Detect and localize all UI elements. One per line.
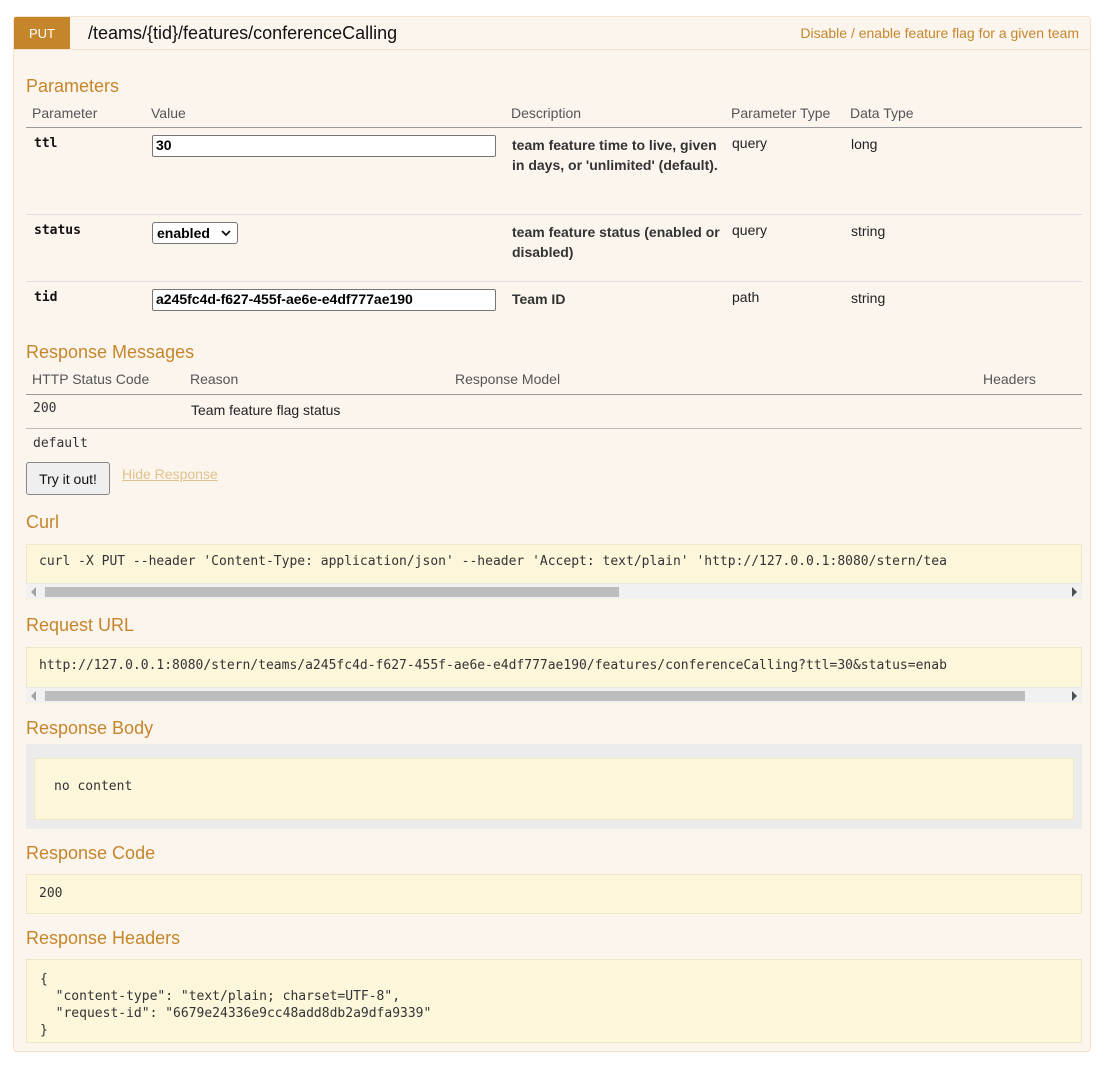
response-body-content: no content [34,758,1074,820]
curl-scrollbar[interactable] [26,583,1082,599]
param-type-ttl: query [732,135,768,151]
chevron-down-icon [220,227,232,239]
responses-header-rule [26,394,1082,395]
status-select-value: enabled [157,225,210,241]
row-divider [26,428,1082,429]
param-description-status: team feature status (enabled or disabled) [512,224,720,260]
data-type-status: string [851,223,886,239]
param-type-tid: path [732,289,760,305]
scroll-left-icon[interactable] [31,691,36,701]
param-name-status: status [34,223,81,238]
endpoint-path[interactable]: /teams/{tid}/features/conferenceCalling [88,23,398,43]
response-reason-200: Team feature flag status [191,402,341,418]
ttl-input[interactable]: 30 [152,135,496,157]
param-name-ttl: ttl [34,136,58,151]
response-code-200: 200 [33,401,57,416]
param-name-tid: tid [34,290,58,305]
response-body-container [26,744,1082,829]
request-url-heading: Request URL [26,615,135,635]
param-description-tid: Team ID [512,291,566,307]
response-code-value: 200 [26,874,1082,914]
tid-input[interactable]: a245fc4d-f627-455f-ae6e-e4df777ae190 [152,289,496,311]
operation-panel [13,16,1091,1052]
scroll-right-icon[interactable] [1072,587,1077,597]
data-type-ttl: long [851,136,878,152]
try-it-out-button[interactable]: Try it out! [26,462,110,495]
curl-scroll-thumb[interactable] [45,587,619,597]
col-reason: Reason [190,371,239,387]
hide-response-link[interactable]: Hide Response [122,466,218,482]
http-method-badge[interactable]: PUT [14,17,70,49]
data-type-tid: string [851,290,886,306]
response-code-default: default [33,436,88,451]
col-parameter-type: Parameter Type [731,105,831,121]
response-headers-heading: Response Headers [26,928,181,948]
scroll-right-icon[interactable] [1072,691,1077,701]
row-divider [26,281,1082,282]
curl-command[interactable]: curl -X PUT --header 'Content-Type: application/json' --header 'Accept: text/plain' 'http://127.0.0.1:8080/stern/tea [26,544,1082,600]
col-value: Value [151,105,186,121]
row-divider [26,214,1082,215]
request-url-scrollbar[interactable] [26,687,1082,703]
response-headers-value: { "content-type": "text/plain; charset=UTF-8", "request-id": "6679e24336e9cc48add8db2a9dfa9339" } [26,959,1082,1043]
col-headers: Headers [983,371,1036,387]
response-code-heading: Response Code [26,843,156,863]
param-description-ttl: team feature time to live, given in days, or 'unlimited' (default). [512,137,718,173]
request-url-value[interactable]: http://127.0.0.1:8080/stern/teams/a245fc4d-f627-455f-ae6e-e4df777ae190/features/conferenceCalling?ttl=30&status=enab [26,647,1082,704]
col-response-model: Response Model [455,371,561,387]
col-parameter: Parameter [32,105,98,121]
parameters-heading: Parameters [26,76,120,96]
operation-header[interactable] [14,17,1090,50]
endpoint-summary[interactable]: Disable / enable feature flag for a given team [800,25,1079,41]
status-select[interactable] [152,222,238,244]
response-body-heading: Response Body [26,718,154,738]
request-url-scroll-thumb[interactable] [45,691,1025,701]
parameters-header-rule [26,127,1082,128]
col-description: Description [511,105,582,121]
scroll-left-icon[interactable] [31,587,36,597]
response-messages-heading: Response Messages [26,342,195,362]
param-type-status: query [732,222,768,238]
curl-heading: Curl [26,512,60,532]
col-http-status-code: HTTP Status Code [32,371,150,387]
col-data-type: Data Type [850,105,914,121]
